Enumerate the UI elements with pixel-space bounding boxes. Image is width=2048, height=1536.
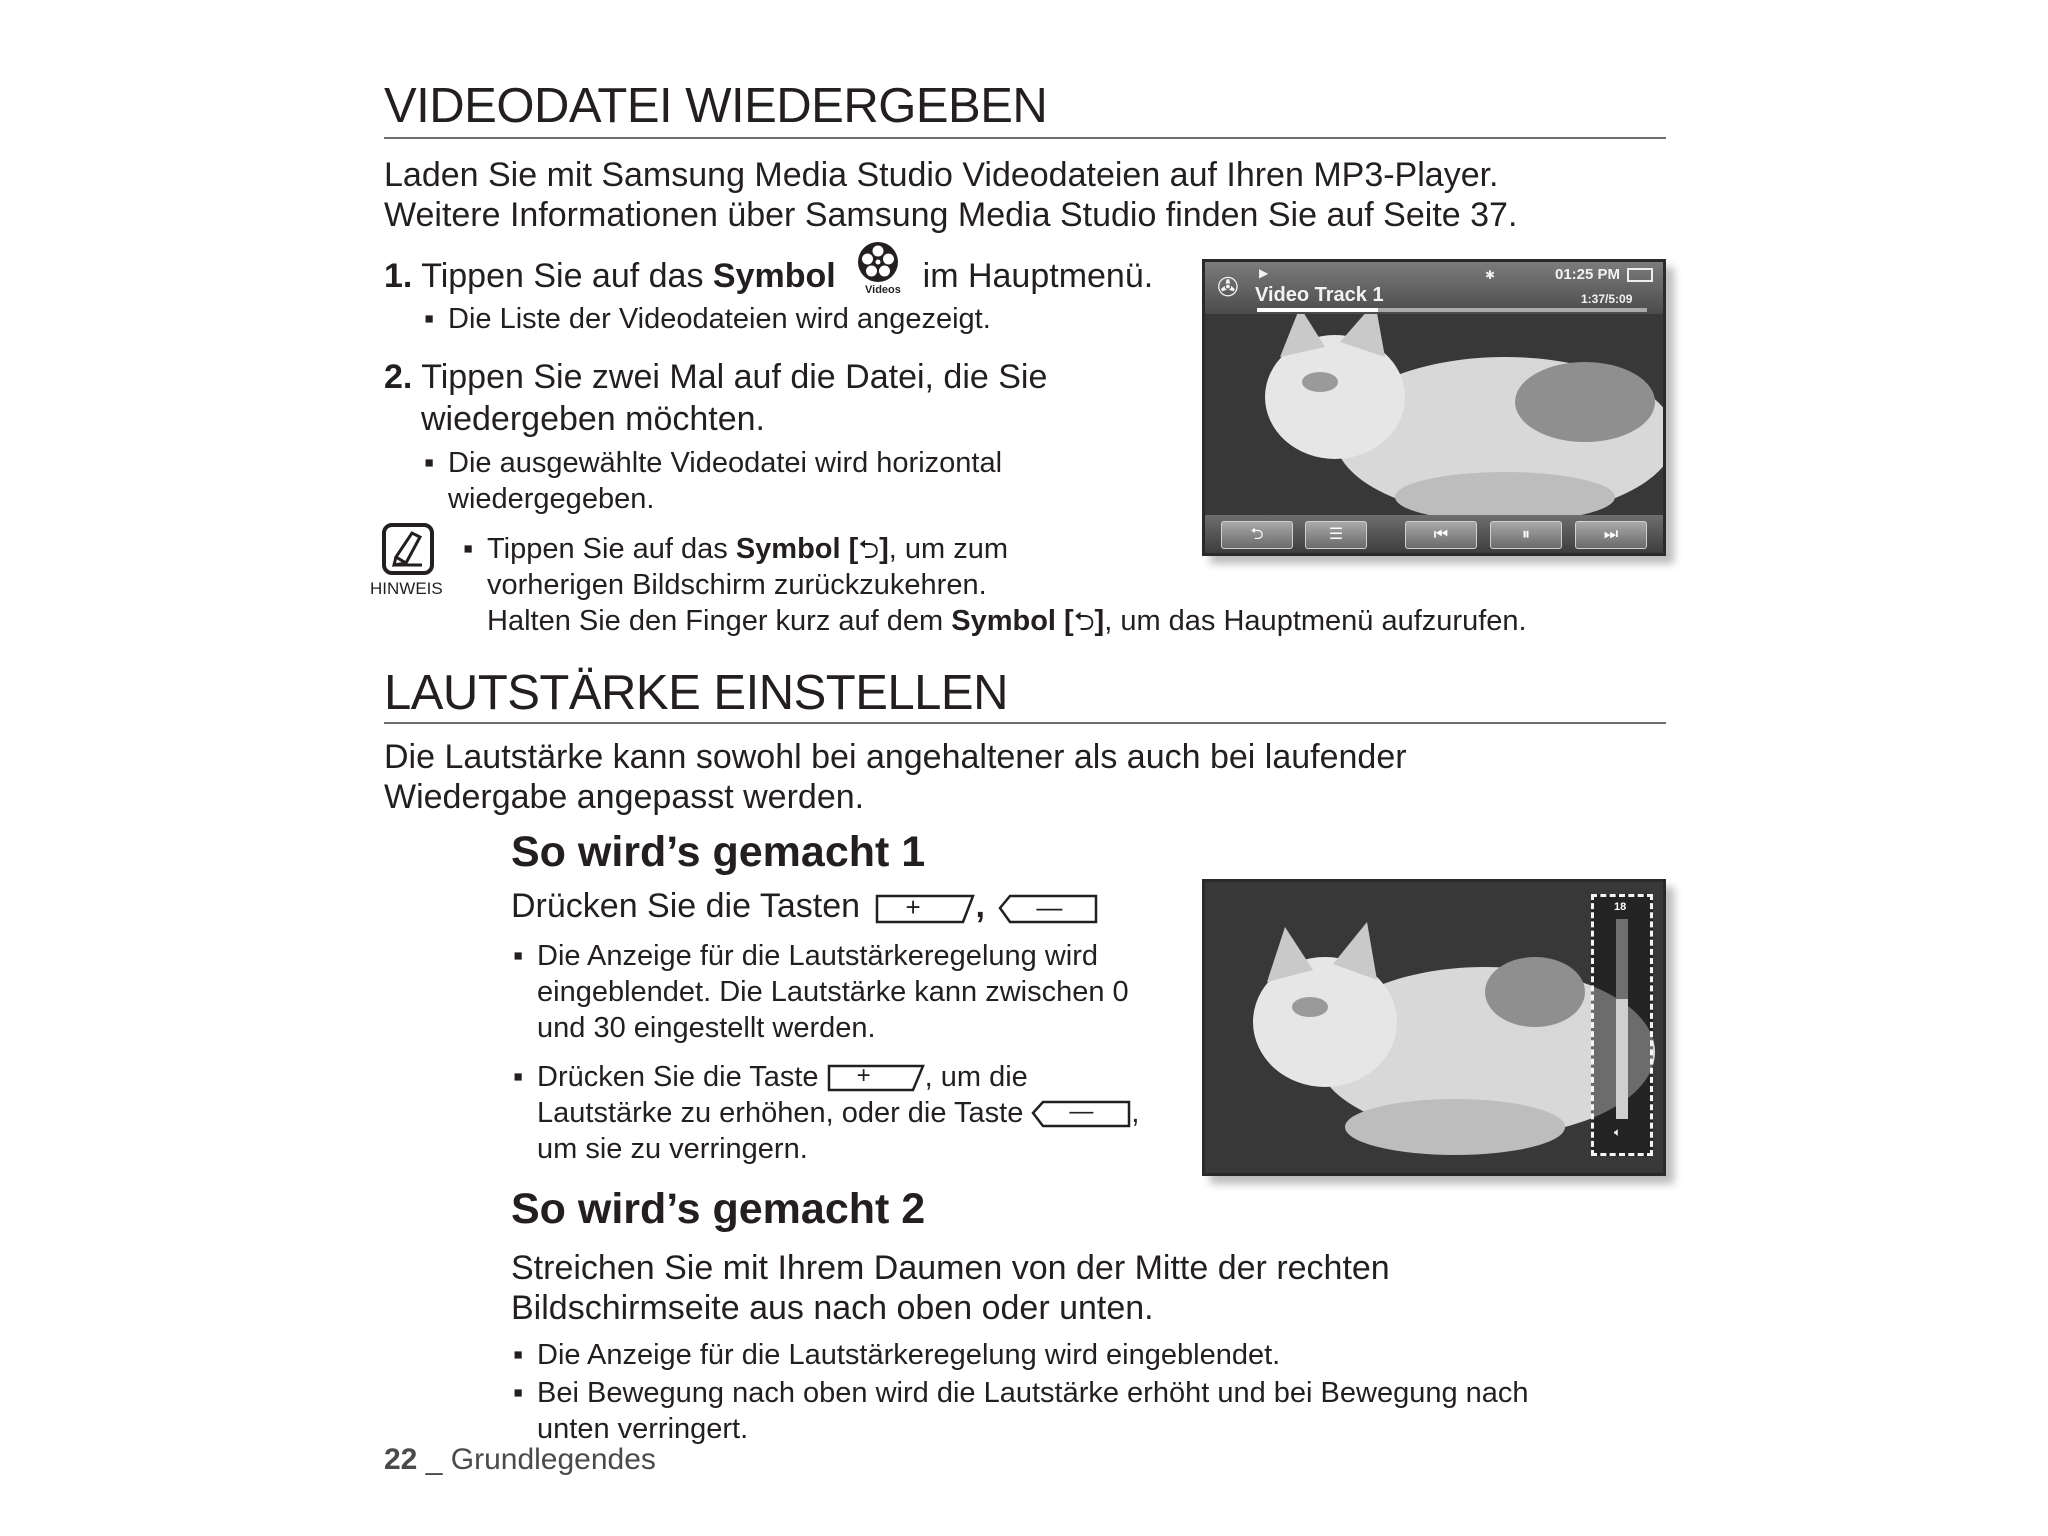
note-text: , um zum bbox=[888, 533, 1009, 565]
bullet-text: Drücken Sie die Taste bbox=[537, 1061, 819, 1093]
note-text: Halten Sie den Finger kurz auf dem bbox=[487, 605, 944, 637]
intro-line: Laden Sie mit Samsung Media Studio Videodateien auf Ihren MP3-Player. bbox=[384, 156, 1499, 194]
intro-line: Die Lautstärke kann sowohl bei angehaltener als auch bei laufender bbox=[384, 738, 1407, 776]
video-icon: ✇ bbox=[1217, 272, 1239, 302]
minus-key-icon bbox=[1031, 1100, 1131, 1128]
pause-button[interactable]: ⏸ bbox=[1490, 521, 1562, 549]
method-text: Streichen Sie mit Ihrem Daumen von der Mitte der rechten bbox=[511, 1249, 1390, 1287]
comma: , bbox=[975, 887, 985, 925]
note-icon bbox=[382, 523, 434, 575]
key-symbol: — bbox=[1069, 1098, 1094, 1126]
bullet-text: , um die bbox=[924, 1061, 1028, 1093]
player-screen bbox=[1202, 259, 1666, 556]
play-state-icon: ▶ bbox=[1259, 266, 1269, 280]
bullet-cont: um sie zu verringern. bbox=[537, 1133, 808, 1165]
control-bar bbox=[1205, 515, 1663, 553]
step-text: Tippen Sie auf das bbox=[421, 257, 704, 295]
battery-icon bbox=[1627, 268, 1653, 282]
videos-icon-label: Videos bbox=[865, 284, 901, 296]
note-line: vorherigen Bildschirm zurückzukehren. bbox=[487, 569, 987, 601]
back-button[interactable]: ⮌ bbox=[1221, 521, 1293, 549]
footer-section: Grundlegendes bbox=[450, 1443, 656, 1476]
title-rule bbox=[384, 137, 1666, 139]
volume-track bbox=[1616, 919, 1628, 1119]
note-symbol: ] bbox=[879, 533, 889, 565]
bullet-text: , bbox=[1131, 1097, 1140, 1129]
step-2-bullet: ▪ Die ausgewählte Videodatei wird horizontal bbox=[448, 445, 1002, 481]
step-1-bullet: ▪ Die Liste der Videodateien wird angezeigt. bbox=[448, 301, 991, 337]
step-2 bbox=[384, 356, 1047, 398]
title-rule bbox=[384, 722, 1666, 724]
press-line bbox=[511, 886, 1098, 926]
bullet-cont bbox=[537, 1095, 1139, 1131]
plus-key-icon bbox=[875, 893, 975, 923]
method-text: Bildschirmseite aus nach oben oder unten. bbox=[511, 1289, 1154, 1327]
key-symbol: + bbox=[856, 1062, 871, 1090]
bullet-cont: unten verringert. bbox=[537, 1413, 749, 1445]
method-1-bullet: ▪ Die Anzeige für die Lautstärkeregelung wird bbox=[537, 938, 1098, 974]
status-bar bbox=[1205, 262, 1663, 314]
volume-level: 18 bbox=[1614, 901, 1627, 913]
previous-button[interactable]: ⏮ bbox=[1405, 521, 1477, 549]
bullet-text: Lautstärke zu erhöhen, oder die Taste bbox=[537, 1097, 1024, 1129]
intro-line: Wiedergabe angepasst werden. bbox=[384, 778, 865, 816]
note-label: HINWEIS bbox=[370, 579, 443, 598]
plus-key-icon bbox=[827, 1064, 925, 1092]
footer-separator: _ bbox=[425, 1443, 443, 1476]
note-symbol: Symbol [ bbox=[735, 533, 859, 565]
videos-icon bbox=[855, 240, 901, 302]
press-text: Drücken Sie die Tasten bbox=[511, 887, 861, 925]
track-title: Video Track 1 bbox=[1255, 284, 1384, 306]
bullet-cont: und 30 eingestellt werden. bbox=[537, 1012, 876, 1044]
next-button[interactable]: ⏭ bbox=[1575, 521, 1647, 549]
note-line bbox=[487, 603, 1527, 639]
volume-fill bbox=[1616, 999, 1628, 1119]
note-text: Tippen Sie auf das bbox=[487, 533, 728, 565]
page-number: 22 bbox=[384, 1443, 418, 1476]
intro-line: Weitere Informationen über Samsung Media Studio finden Sie auf Seite 37. bbox=[384, 196, 1518, 234]
back-icon: ⮌ bbox=[858, 534, 880, 564]
progress-fill bbox=[1257, 308, 1378, 312]
progress-track bbox=[1257, 308, 1647, 312]
playback-position: 1:37/5:09 bbox=[1581, 292, 1633, 306]
volume-screen bbox=[1202, 879, 1666, 1176]
volume-indicator[interactable] bbox=[1591, 894, 1653, 1156]
speaker-icon: 🔈︎ bbox=[1614, 1125, 1622, 1139]
list-button[interactable]: ☰ bbox=[1305, 521, 1367, 549]
note-line bbox=[487, 531, 1008, 567]
step-text: Tippen Sie zwei Mal auf die Datei, die Sie bbox=[421, 358, 1048, 396]
step-text: wiedergeben möchten. bbox=[421, 400, 766, 438]
method-heading: So wird’s gemacht 1 bbox=[511, 828, 926, 876]
method-1-bullet bbox=[537, 1059, 1028, 1095]
method-2-bullet: ▪ Die Anzeige für die Lautstärkeregelung wird eingeblendet. bbox=[537, 1337, 1280, 1373]
key-symbol: + bbox=[905, 892, 921, 923]
clock: 01:25 PM bbox=[1555, 266, 1621, 283]
step-bold: Symbol bbox=[712, 257, 836, 295]
note-symbol: ] bbox=[1094, 605, 1105, 637]
method-2-bullet: ▪ Bei Bewegung nach oben wird die Lautstärke erhöht und bei Bewegung nach bbox=[537, 1375, 1529, 1411]
note-text: , um das Hauptmenü aufzurufen. bbox=[1104, 605, 1527, 637]
step-number: 1. bbox=[384, 257, 413, 295]
note-symbol: Symbol [ bbox=[951, 605, 1074, 637]
bullet-cont: eingeblendet. Die Lautstärke kann zwischen 0 bbox=[537, 976, 1129, 1008]
back-icon: ⮌ bbox=[1073, 606, 1095, 636]
step-text: im Hauptmenü. bbox=[922, 257, 1154, 295]
step-1 bbox=[384, 255, 1153, 297]
section-title: LAUTSTÄRKE EINSTELLEN bbox=[384, 666, 1008, 720]
section-title: VIDEODATEI WIEDERGEBEN bbox=[384, 79, 1048, 133]
bluetooth-icon: ✱ bbox=[1485, 268, 1496, 282]
minus-key-icon bbox=[998, 893, 1098, 923]
method-heading: So wird’s gemacht 2 bbox=[511, 1185, 926, 1233]
page-footer bbox=[384, 1443, 656, 1477]
step-number: 2. bbox=[384, 358, 413, 396]
key-symbol: — bbox=[1036, 892, 1063, 923]
step-2-bullet-cont: wiedergegeben. bbox=[448, 483, 655, 515]
